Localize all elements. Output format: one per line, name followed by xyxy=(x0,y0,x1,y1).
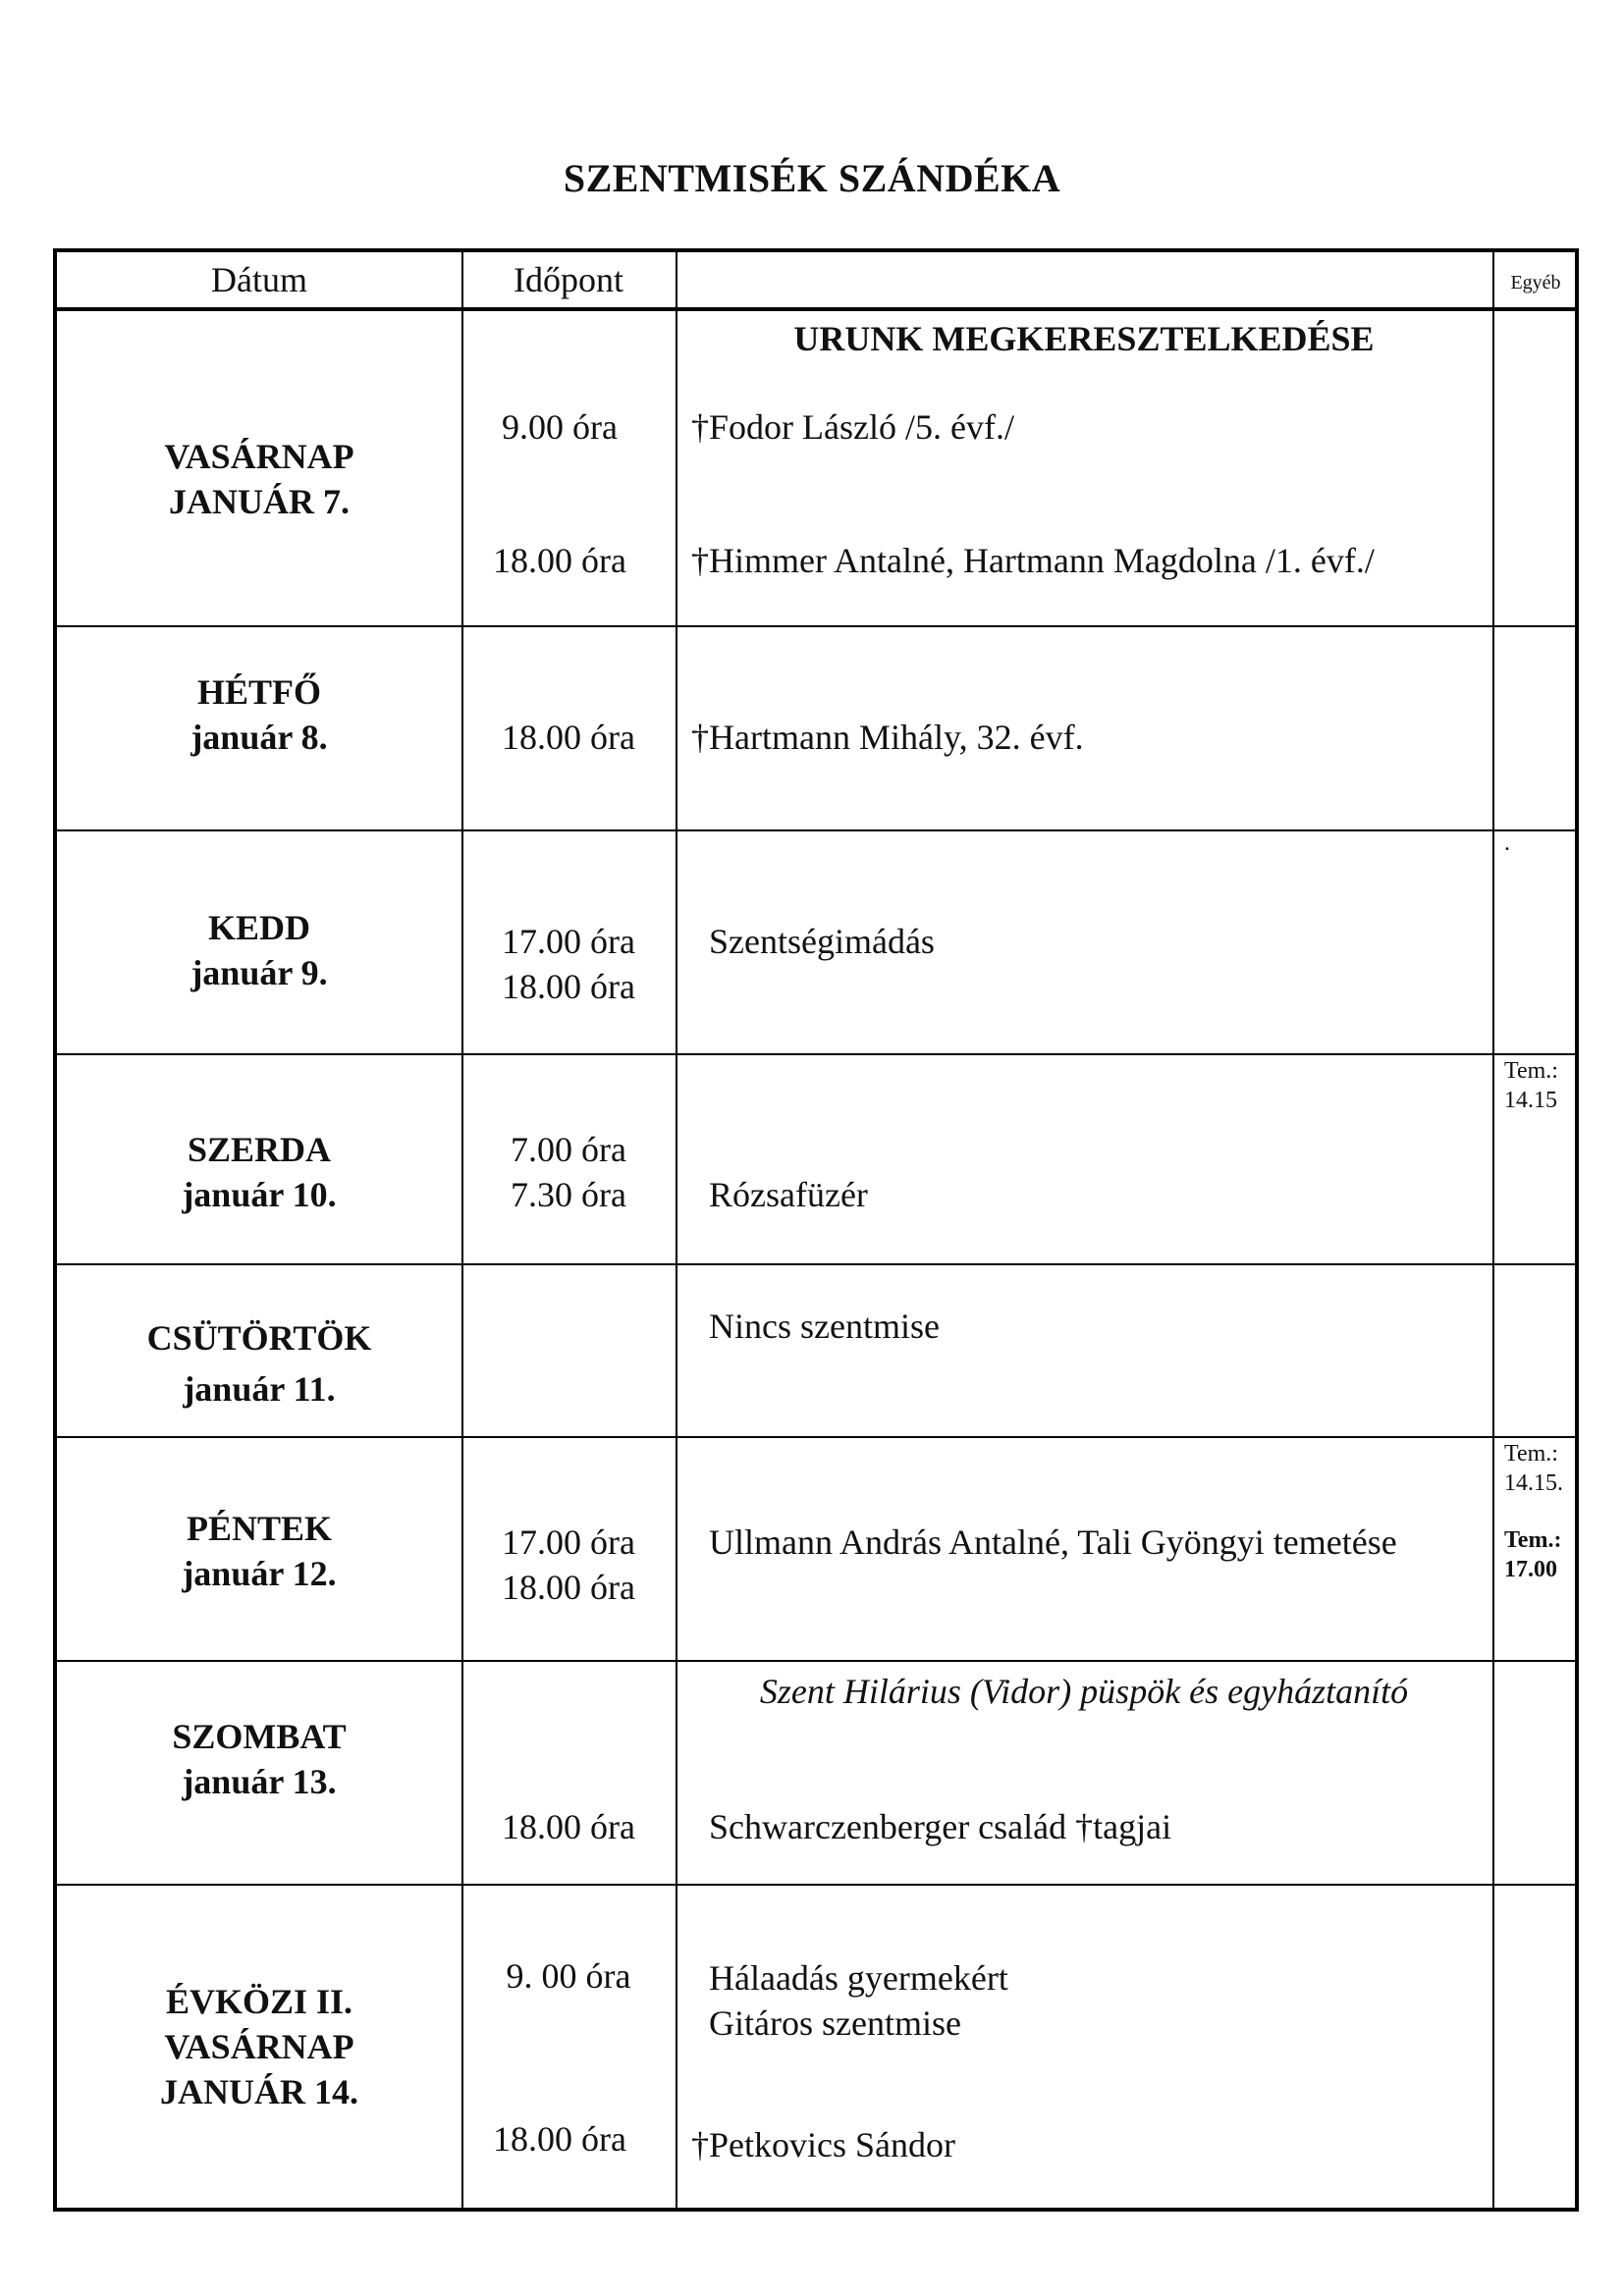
row-day: SZERDA xyxy=(187,1130,332,1169)
mass-time: 18.00 óra xyxy=(502,967,635,1006)
mass-intention: †Hartmann Mihály, 32. évf. xyxy=(691,718,1084,757)
mass-time: 18.00 óra xyxy=(502,718,635,757)
other-note: . xyxy=(1504,830,1510,856)
row-divider xyxy=(57,829,1575,831)
column-divider xyxy=(676,252,677,2208)
mass-intention: Nincs szentmise xyxy=(709,1307,940,1346)
row-day: HÉTFŐ xyxy=(196,672,322,712)
mass-time: 9. 00 óra xyxy=(506,1956,631,1996)
row-date: január 9. xyxy=(190,953,328,992)
mass-intention: Ullmann András Antalné, Tali Gyöngyi temetése xyxy=(709,1522,1397,1562)
mass-intention: Hálaadás gyermekért xyxy=(709,1958,1008,1998)
feast-title: URUNK MEGKERESZTELKEDÉSE xyxy=(793,319,1375,358)
other-note: Tem.: xyxy=(1504,1058,1558,1084)
row-divider xyxy=(57,625,1575,627)
row-date: január 13. xyxy=(182,1762,337,1801)
other-note: 17.00 xyxy=(1504,1557,1557,1582)
mass-intention: Szentségimádás xyxy=(709,922,935,961)
mass-intention: Schwarczenberger család †tagjai xyxy=(709,1807,1172,1846)
row-day: CSÜTÖRTÖK xyxy=(146,1318,372,1358)
other-note: Tem.: xyxy=(1504,1441,1558,1467)
row-divider xyxy=(57,1053,1575,1055)
row-date: január 11. xyxy=(183,1369,336,1409)
header-divider xyxy=(57,307,1575,311)
row-date: január 12. xyxy=(182,1554,337,1593)
row-date: JANUÁR 14. xyxy=(160,2072,358,2111)
row-date: január 8. xyxy=(190,718,328,757)
mass-time: 17.00 óra xyxy=(502,922,635,961)
row-divider xyxy=(57,1263,1575,1265)
row-divider xyxy=(57,1436,1575,1438)
header-time: Időpont xyxy=(514,260,623,299)
mass-time: 18.00 óra xyxy=(493,2119,626,2159)
mass-time: 18.00 óra xyxy=(502,1807,635,1846)
mass-intention: Rózsafüzér xyxy=(709,1175,868,1214)
mass-time: 7.30 óra xyxy=(511,1175,626,1214)
header-date: Dátum xyxy=(211,260,307,299)
other-note: Tem.: xyxy=(1504,1527,1562,1553)
mass-time: 7.00 óra xyxy=(511,1130,626,1169)
row-divider xyxy=(57,1660,1575,1662)
row-day: VASÁRNAP xyxy=(164,2027,354,2066)
mass-intention: †Fodor László /5. évf./ xyxy=(691,407,1014,447)
row-divider xyxy=(57,1884,1575,1886)
mass-intention: †Petkovics Sándor xyxy=(691,2125,955,2164)
row-day: ÉVKÖZI II. xyxy=(165,1982,353,2021)
page-title: SZENTMISÉK SZÁNDÉKA xyxy=(563,156,1061,200)
mass-time: 9.00 óra xyxy=(502,407,618,447)
row-day: KEDD xyxy=(207,908,310,947)
other-note: 14.15. xyxy=(1504,1470,1563,1496)
mass-intention: Gitáros szentmise xyxy=(709,2003,961,2043)
mass-time: 18.00 óra xyxy=(493,541,626,580)
row-day: VASÁRNAP xyxy=(164,437,354,476)
row-day: PÉNTEK xyxy=(186,1509,333,1548)
feast-title: Szent Hilárius (Vidor) püspök és egyháztanító xyxy=(759,1672,1409,1711)
mass-time: 17.00 óra xyxy=(502,1522,635,1562)
column-divider xyxy=(1492,252,1494,2208)
row-date: január 10. xyxy=(182,1175,337,1214)
row-date: JANUÁR 7. xyxy=(169,482,350,521)
other-note: 14.15 xyxy=(1504,1088,1557,1113)
mass-time: 18.00 óra xyxy=(502,1568,635,1607)
row-day: SZOMBAT xyxy=(172,1717,347,1756)
header-other: Egyéb xyxy=(1510,272,1561,294)
mass-intentions-table xyxy=(53,248,1579,2212)
mass-intention: †Himmer Antalné, Hartmann Magdolna /1. évf./ xyxy=(691,541,1375,580)
